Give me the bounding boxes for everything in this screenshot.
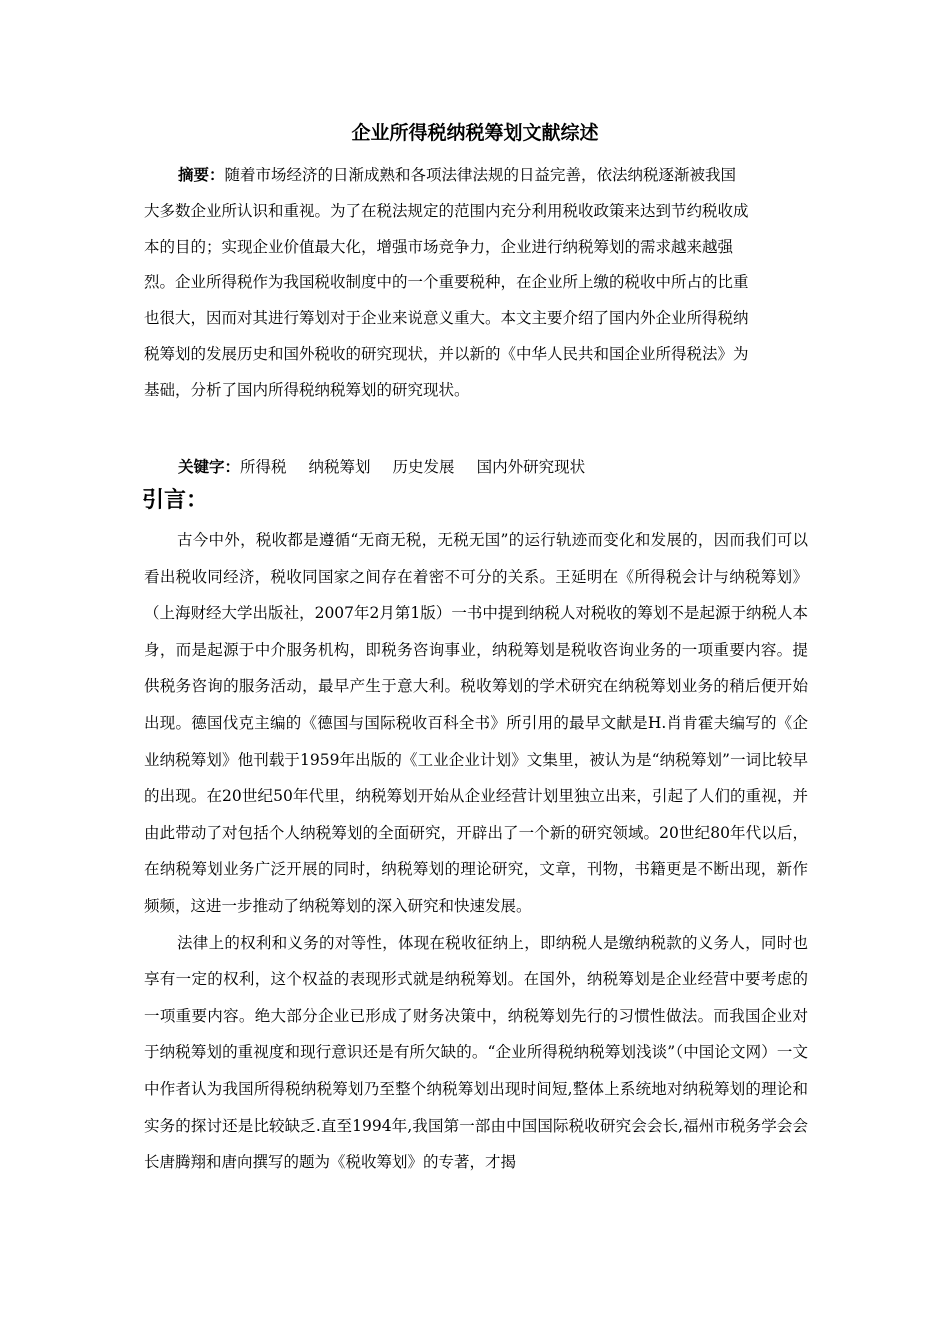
abstract-label: 摘要： [178,166,225,184]
keyword-item: 纳税筹划 [308,458,371,476]
keyword-item: 历史发展 [392,458,455,476]
keywords-label: 关键字： [178,458,241,476]
keyword-item: 国内外研究现状 [476,458,586,476]
document-title: 企业所得税纳税筹划文献综述 [351,122,599,144]
keyword-item: 所得税 [240,458,287,476]
section-heading: 引言： [142,488,209,513]
keywords [178,452,607,482]
body-text [144,522,808,1181]
body-paragraph: 法律上的权利和义务的对等性，体现在税收征纳上，即纳税人是缴纳税款的义务人，同时也享有一定的权利，这个权益的表现形式就是纳税筹划。在国外，纳税筹划是企业经营中要考虑的一项重要内容。绝大部分企业已形成了财务决策中，纳税筹划先行的习惯性做法。而我国企业对于纳税筹划的重视度和现行意识还是有所欠缺的。“企业所得税纳税筹划浅谈”（中国论文网）一文中作者认为我国所得税纳税筹划乃至整个纳税筹划出现时间短,整体上系统地对纳税筹划的理论和实务的探讨还是比较缺乏.直至1994年,我国第一部由中国国际税收研究会会长,福州市税务学会会长唐腾翔和唐向撰写的题为《税收筹划》的专著，才揭 [144,933,808,1172]
body-paragraph: 古今中外，税收都是遵循“无商无税，无税无国”的运行轨迹而变化和发展的，因而我们可以看出税收同经济，税收同国家之间存在着密不可分的关系。王延明在《所得税会计与纳税筹划》（上海财经大学出版社，2007年2月第1版）一书中提到纳税人对税收的筹划不是起源于纳税人本身，而是起源于中介服务机构，即税务咨询事业，纳税筹划是税收咨询业务的一项重要内容。提供税务咨询的服务活动，最早产生于意大利。税收筹划的学术研究在纳税筹划业务的稍后便开始出现。德国伐克主编的《德国与国际税收百科全书》所引用的最早文献是H.肖肯霍夫编写的《企业纳税筹划》他刊载于1959年出版的《工业企业计划》文集里，被认为是“纳税筹划”一词比较早的出现。在20世纪50年代里，纳税筹划开始从企业经营计划里独立出来，引起了人们的重视，并由此带动了对包括个人纳税筹划的全面研究，开辟出了一个新的研究领域。20世纪80年代以后，在纳税筹划业务广泛开展的同时，纳税筹划的理论研究，文章，刊物，书籍更是不断出现，新作频频，这进一步推动了纳税筹划的深入研究和快速发展。 [144,531,808,915]
abstract-text: 随着市场经济的日渐成熟和各项法律法规的日益完善，依法纳税逐渐被我国大多数企业所认识和重视。为了在税法规定的范围内充分利用税收政策来达到节约税收成本的目的；实现企业价值最大化，增强市场竞争力，企业进行纳税筹划的需求越来越强烈。企业所得税作为我国税收制度中的一个重要税种，在企业所上缴的税收中所占的比重也很大，因而对其进行筹划对于企业来说意义重大。本文主要介绍了国内外企业所得税纳税筹划的发展历史和国外税收的研究现状，并以新的《中华人民共和国企业所得税法》为基础，分析了国内所得税纳税筹划的研究现状。 [144,166,749,399]
abstract [144,158,750,409]
